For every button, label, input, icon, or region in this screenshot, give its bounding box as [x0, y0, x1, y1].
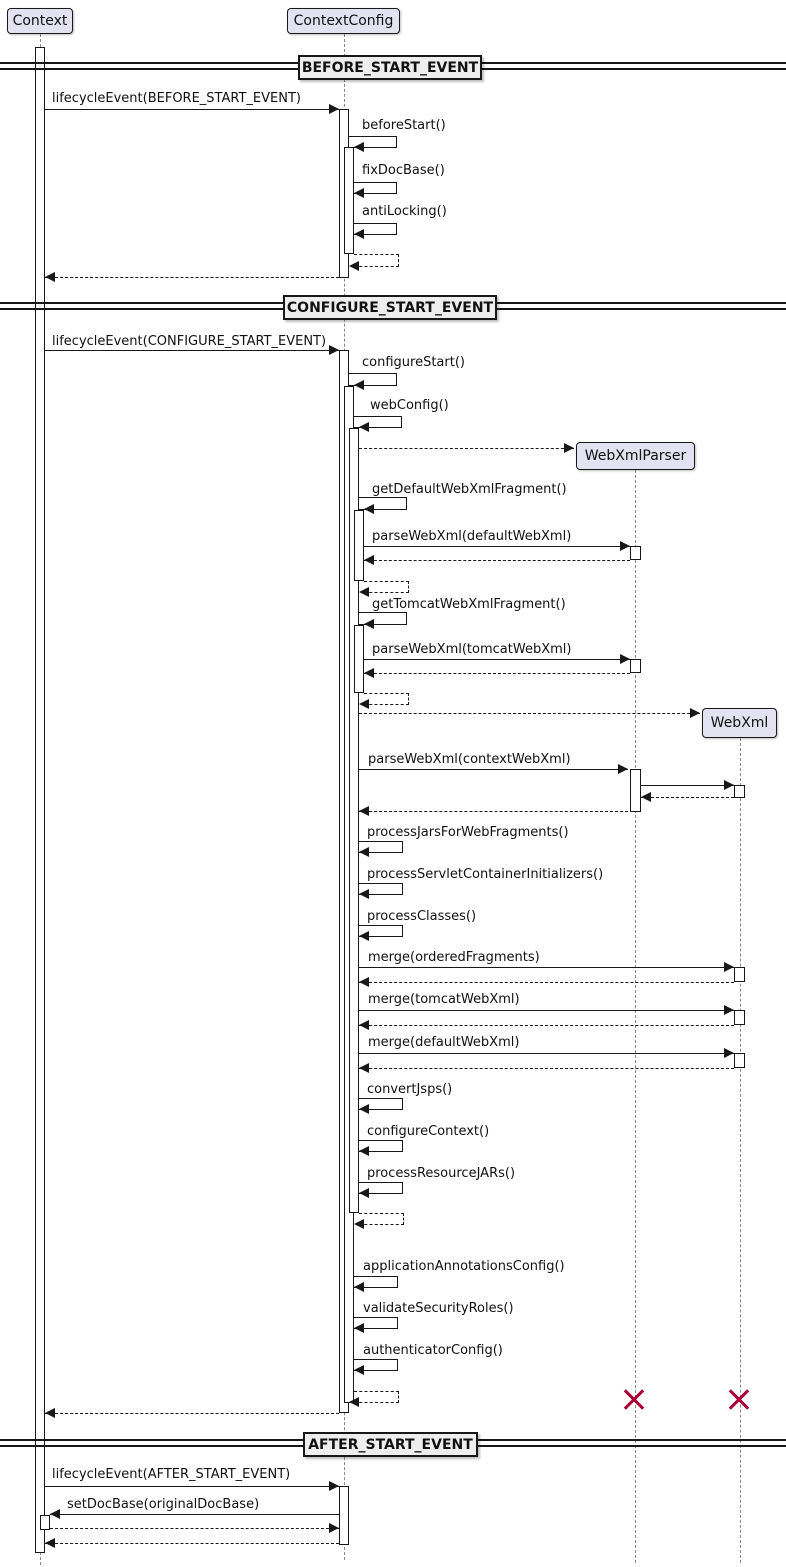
destroy-x-web-xml-icon [727, 1388, 751, 1412]
self-return-hook [354, 254, 399, 267]
arrowhead-left-icon [354, 1282, 364, 1292]
self-call-hook [354, 416, 402, 428]
return-line-inner [641, 797, 734, 798]
message-line [50, 1514, 339, 1515]
message-line [45, 1486, 339, 1487]
participant-context-config [287, 8, 400, 34]
self-call-hook [359, 497, 407, 510]
divider-configure-start-event [283, 295, 497, 320]
self-call-hook [349, 373, 397, 386]
message-label: parseWebXml(tomcatWebXml) [372, 642, 572, 657]
arrowhead-right-icon [329, 1523, 339, 1533]
self-call-hook [359, 1140, 403, 1152]
message-label: fixDocBase() [362, 163, 445, 178]
activation-wxp-parse-context [630, 769, 641, 812]
message-line [364, 546, 630, 547]
arrowhead-left-icon [359, 977, 369, 987]
message-line [359, 967, 734, 968]
arrowhead-right-icon [329, 345, 339, 355]
activation-cc-after [339, 1486, 349, 1545]
self-call-hook [354, 1276, 398, 1288]
return-line [359, 982, 734, 983]
return-line [50, 1528, 339, 1529]
arrowhead-left-icon [359, 422, 369, 432]
participant-label: ContextConfig [293, 13, 394, 29]
participant-context [7, 8, 73, 34]
message-line [359, 1010, 734, 1011]
arrowhead-left-icon [45, 272, 55, 282]
message-label: merge(orderedFragments) [368, 950, 540, 965]
self-call-hook [354, 1317, 398, 1329]
activation-cc-before-start [344, 147, 354, 254]
arrowhead-left-icon [354, 142, 364, 152]
message-label: webConfig() [370, 398, 449, 413]
arrowhead-left-icon [364, 555, 374, 565]
message-label: beforeStart() [362, 118, 446, 133]
arrowhead-right-icon [329, 104, 339, 114]
arrowhead-left-icon [364, 619, 374, 629]
arrowhead-right-icon [724, 1048, 734, 1058]
arrowhead-left-icon [359, 1146, 369, 1156]
self-call-hook [359, 925, 403, 937]
participant-label: Context [12, 13, 68, 29]
message-label: lifecycleEvent(CONFIGURE_START_EVENT) [52, 334, 327, 349]
message-label: convertJsps() [367, 1082, 453, 1097]
self-call-hook [359, 1098, 403, 1110]
arrowhead-right-icon [690, 708, 700, 718]
arrowhead-right-icon [329, 1481, 339, 1491]
message-label: merge(tomcatWebXml) [368, 992, 520, 1007]
message-label: authenticatorConfig() [363, 1343, 503, 1358]
activation-wxp-parse-tomcat [630, 659, 641, 673]
arrowhead-right-icon [724, 780, 734, 790]
destroy-x-web-xml-parser-icon [622, 1388, 646, 1412]
message-label: processClasses() [367, 909, 477, 924]
return-line [364, 560, 630, 561]
self-return-hook [364, 581, 409, 593]
arrowhead-left-icon [354, 1365, 364, 1375]
participant-label: WebXml [710, 715, 769, 731]
arrowhead-right-icon [620, 654, 630, 664]
self-return-hook [359, 1213, 404, 1225]
arrowhead-left-icon [45, 1408, 55, 1418]
self-call-hook [359, 612, 407, 625]
arrowhead-right-icon [618, 764, 628, 774]
divider-label: AFTER_START_EVENT [308, 1436, 473, 1453]
self-call-hook [359, 883, 403, 895]
return-line [45, 1413, 339, 1414]
message-label: processServletContainerInitializers() [367, 867, 604, 882]
arrowhead-left-icon [359, 587, 369, 597]
self-call-hook [354, 223, 397, 235]
message-line-inner [641, 785, 734, 786]
return-line [359, 811, 628, 812]
arrowhead-left-icon [349, 1397, 359, 1407]
arrowhead-left-icon [359, 699, 369, 709]
arrowhead-left-icon [354, 380, 364, 390]
self-call-hook [359, 841, 403, 853]
arrowhead-right-icon [724, 962, 734, 972]
return-line [45, 1543, 339, 1544]
participant-label: WebXmlParser [584, 448, 687, 464]
message-line [45, 350, 339, 351]
arrowhead-left-icon [50, 1509, 60, 1519]
activation-wx-merge-ordered [734, 967, 745, 982]
activation-wx-parse [734, 785, 745, 798]
return-line [45, 277, 339, 278]
message-label: parseWebXml(contextWebXml) [368, 752, 571, 767]
arrowhead-left-icon [349, 261, 359, 271]
message-line [364, 659, 630, 660]
activation-context-main [35, 47, 45, 1553]
arrowhead-left-icon [354, 1219, 364, 1229]
message-label: getTomcatWebXmlFragment() [372, 597, 566, 612]
return-line [364, 673, 630, 674]
message-label: validateSecurityRoles() [363, 1301, 514, 1316]
activation-cc-get-default-fragment [354, 510, 364, 581]
message-line [359, 1053, 734, 1054]
message-label: configureStart() [362, 355, 465, 370]
arrowhead-left-icon [354, 229, 364, 239]
arrowhead-left-icon [641, 792, 651, 802]
self-return-hook [364, 693, 409, 705]
message-label: getDefaultWebXmlFragment() [372, 482, 567, 497]
self-return-hook [354, 1391, 399, 1403]
arrowhead-left-icon [364, 504, 374, 514]
participant-web-xml-parser [576, 442, 695, 470]
arrowhead-left-icon [354, 188, 364, 198]
divider-label: BEFORE_START_EVENT [301, 59, 479, 76]
arrowhead-left-icon [359, 1020, 369, 1030]
arrowhead-left-icon [354, 1323, 364, 1333]
arrowhead-left-icon [359, 889, 369, 899]
message-label: processJarsForWebFragments() [367, 825, 569, 840]
return-line [359, 1025, 734, 1026]
message-label: processResourceJARs() [367, 1166, 516, 1181]
arrowhead-right-icon [620, 541, 630, 551]
arrowhead-left-icon [359, 806, 369, 816]
arrowhead-left-icon [45, 1538, 55, 1548]
message-label: parseWebXml(defaultWebXml) [372, 529, 572, 544]
self-call-hook [354, 1359, 398, 1371]
self-call-hook [349, 136, 397, 148]
message-label: setDocBase(originalDocBase) [67, 1497, 260, 1512]
message-label: configureContext() [367, 1124, 490, 1139]
arrowhead-left-icon [359, 847, 369, 857]
activation-context-set-doc-base [40, 1515, 50, 1530]
message-line [45, 109, 339, 110]
arrowhead-right-icon [564, 443, 574, 453]
arrowhead-left-icon [359, 931, 369, 941]
activation-wx-merge-tomcat [734, 1010, 745, 1025]
return-line [359, 1068, 734, 1069]
participant-web-xml [702, 708, 777, 738]
self-call-hook [354, 182, 397, 194]
create-line [359, 448, 574, 449]
message-line [359, 769, 628, 770]
divider-before-start-event [298, 55, 482, 80]
arrowhead-right-icon [724, 1005, 734, 1015]
message-label: lifecycleEvent(AFTER_START_EVENT) [52, 1467, 291, 1482]
message-label: applicationAnnotationsConfig() [363, 1259, 565, 1274]
arrowhead-left-icon [359, 1188, 369, 1198]
message-label: antiLocking() [362, 204, 447, 219]
activation-cc-get-tomcat-fragment [354, 625, 364, 693]
arrowhead-left-icon [364, 668, 374, 678]
message-label: merge(defaultWebXml) [368, 1035, 520, 1050]
self-call-hook [359, 1182, 403, 1194]
arrowhead-left-icon [359, 1104, 369, 1114]
divider-label: CONFIGURE_START_EVENT [286, 299, 494, 316]
message-label: lifecycleEvent(BEFORE_START_EVENT) [52, 91, 301, 106]
divider-after-start-event [303, 1432, 478, 1457]
arrowhead-left-icon [359, 1063, 369, 1073]
activation-wxp-parse-default [630, 546, 641, 560]
create-line [359, 713, 700, 714]
activation-wx-merge-default [734, 1053, 745, 1068]
